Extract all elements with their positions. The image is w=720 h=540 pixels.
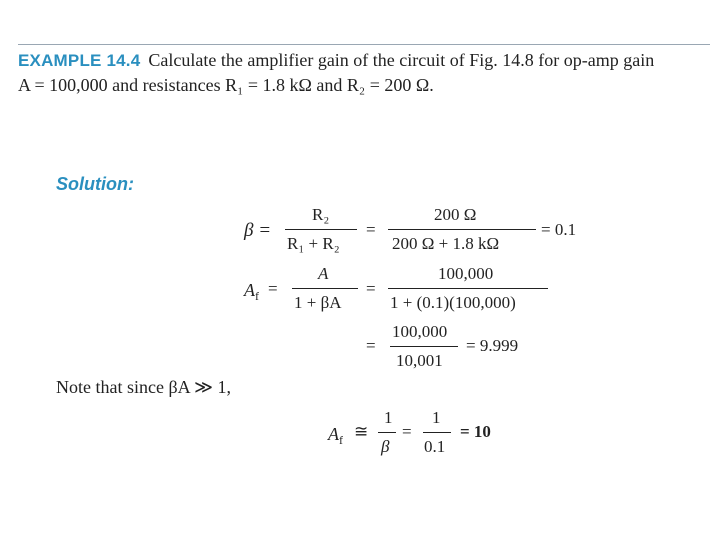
approx-den1: β xyxy=(381,437,390,456)
af2-frac-line xyxy=(390,346,458,347)
af2-den: 10,001 xyxy=(396,351,443,370)
af2-result: = 9.999 xyxy=(466,336,519,355)
example-statement-line1 xyxy=(18,50,654,71)
solution-heading: Solution: xyxy=(56,174,134,194)
beta-frac1-line xyxy=(285,229,357,230)
beta-frac2-line xyxy=(388,229,536,230)
af-frac2-line xyxy=(388,288,548,289)
header-rule xyxy=(18,44,710,45)
beta-eq1: = xyxy=(366,220,376,239)
approx-lhs: $A_f$ xyxy=(328,424,343,447)
approx-den2: 0.1 xyxy=(424,437,446,456)
approx-num1: 1 xyxy=(384,408,393,427)
af-num1: A xyxy=(318,264,329,283)
af2-eq: = xyxy=(366,336,376,355)
example-label: EXAMPLE 14.4 xyxy=(18,51,141,70)
af-eq0: = xyxy=(268,279,278,298)
example-text-line1: Calculate the amplifier gain of the circuit of Fig. 14.8 for op-amp gain xyxy=(148,50,655,70)
af-den1: 1 + βA xyxy=(294,293,342,312)
af-frac1-line xyxy=(292,288,358,289)
af-den2: 1 + (0.1)(100,000) xyxy=(390,293,516,312)
approx-num2: 1 xyxy=(432,408,441,427)
beta-num1: R₂ xyxy=(312,205,330,224)
beta-lhs: β = xyxy=(244,220,272,241)
approx-eq1: = xyxy=(402,422,412,441)
example-text-line2: A = 100,000 and resistances R₁ = 1.8 kΩ and R₂ = 200 Ω. xyxy=(18,75,434,95)
approx-frac2-line xyxy=(423,432,451,433)
af-num2: 100,000 xyxy=(438,264,494,283)
beta-num2: 200 Ω xyxy=(434,205,477,224)
approx-result: = 10 xyxy=(460,422,491,441)
note-text: Note that since βA ≫ 1, xyxy=(56,377,231,397)
af-eq1: = xyxy=(366,279,376,298)
approx-sign: ≅ xyxy=(354,422,369,441)
beta-den1: R₁ + R₂ xyxy=(287,234,340,253)
beta-den2: 200 Ω + 1.8 kΩ xyxy=(392,234,500,253)
af2-num: 100,000 xyxy=(392,322,448,341)
beta-result: = 0.1 xyxy=(541,220,577,239)
approx-frac1-line xyxy=(378,432,396,433)
af-lhs: $A_f$ xyxy=(244,280,259,303)
